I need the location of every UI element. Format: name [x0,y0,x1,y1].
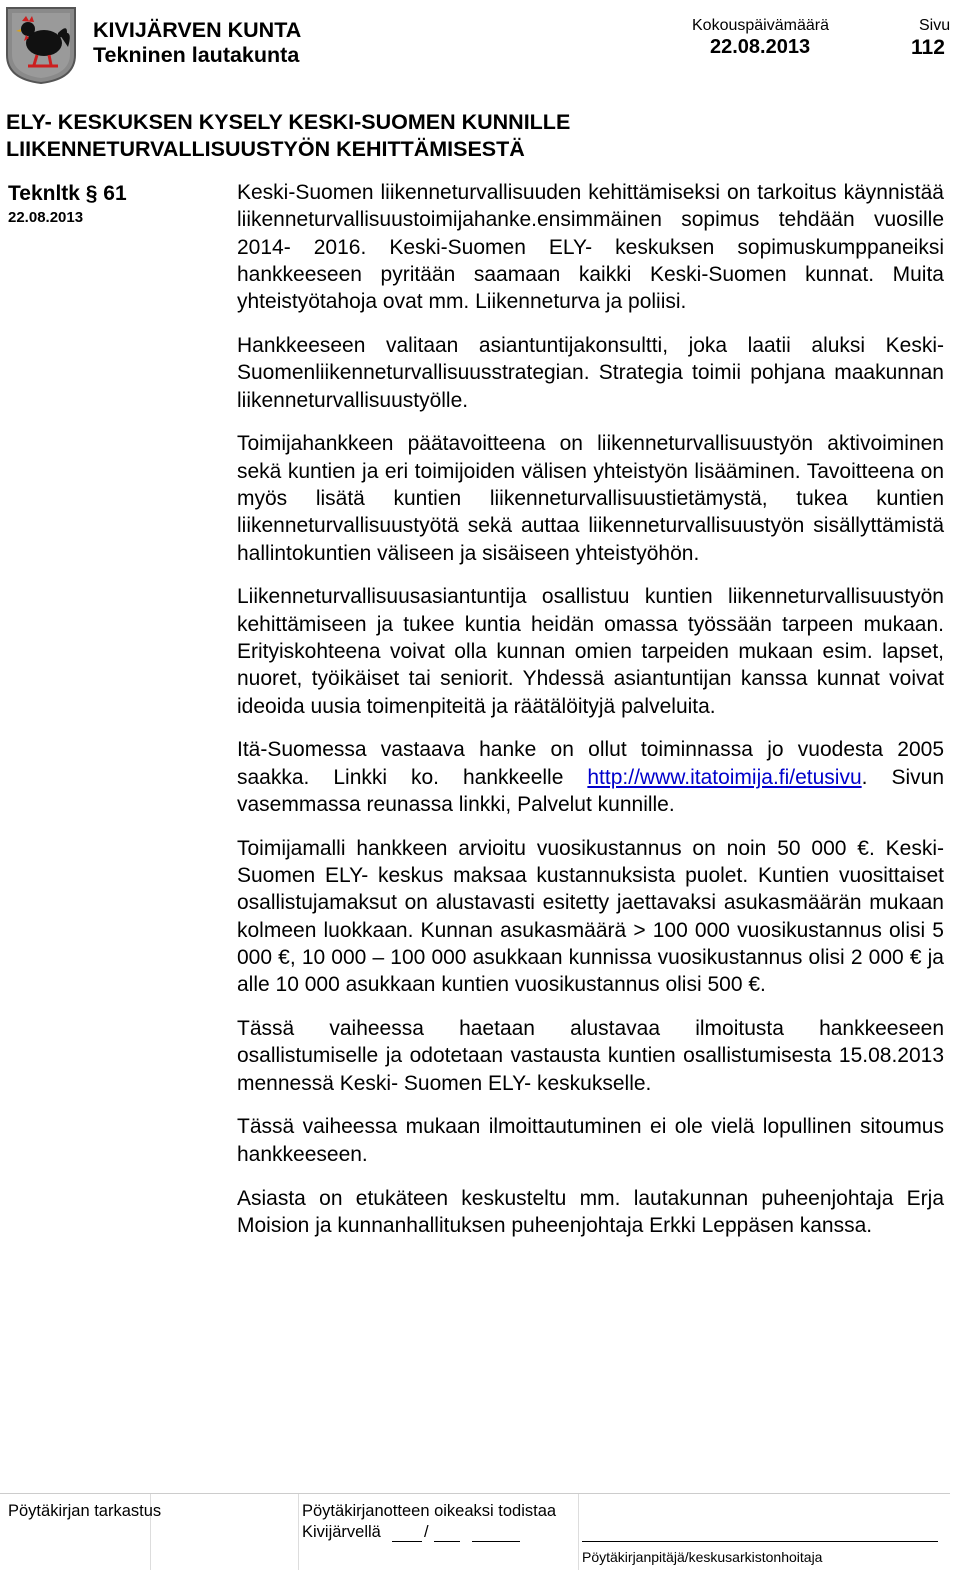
year-blank [472,1541,520,1542]
date-separator: / [424,1523,429,1541]
paragraph-5-text-after: . Sivun vasemmassa reunassa linkki, Palvelut kunnille. [237,765,944,816]
minutes-check-label: Pöytäkirjan tarkastus [8,1502,162,1520]
paragraph-date: 22.08.2013 [8,209,84,226]
paragraph-reference: Tekn​ltk § 61 [8,182,127,205]
minutes-keeper-title: Pöytäkirjanpitäjä/keskusarkistonhoitaja [582,1549,823,1565]
paragraph-1: Keski-Suomen liikenneturvallisuuden kehittämiseksi on tarkoitus käynnistää liikenneturvallisuustoimijahanke.ensimmäinen sopimus tehdään vuosille 2014- 2016. Keski-Suomen ELY- keskuksen sopimuskumppaneiksi hankkeeseen pyritään saamaan kaikki Keski-Suomen kunnat. Muita yhteistyötahoja ovat mm. Liikenneturva ja poliisi. [237,181,944,314]
day-blank [392,1541,422,1542]
paragraph-7: Tässä vaiheessa haetaan alustavaa ilmoitusta hankkeeseen osallistumiselle ja odotetaan vastausta kuntien osallistumisesta 15.08.2013 mennessä Keski- Suomen ELY- keskukselle. [237,1017,944,1095]
organization-header [93,18,301,68]
certification-label: Pöytäkirjanotteen oikeaksi todistaa [302,1502,557,1520]
board-name: Tekninen lautakunta [93,43,300,67]
section-title-line-1: ELY- KESKUKSEN KYSELY KESKI-SUOMEN KUNNILLE [6,110,571,134]
paragraph-5-text-before: Itä-Suomessa vastaava hanke on ollut toiminnassa jo vuodesta 2005 saakka. Linkki ko. hankkeelle [237,738,944,789]
meeting-date-value: 22.08.2013 [710,36,811,58]
month-blank [434,1541,460,1542]
footer-divider [578,1494,579,1570]
paragraph-9: Asiasta on etukäteen keskusteltu mm. lautakunnan puheenjohtaja Erja Moision ja kunnanhallituksen puheenjohtaja Erkki Leppäsen kanssa. [237,1186,944,1237]
page-label: Sivu [919,17,951,34]
paragraph-5 [237,736,944,818]
project-link[interactable]: http://www.itatoimija.fi/etusivu [587,765,862,789]
footer-divider [298,1494,299,1570]
paragraph-2: Hankkeeseen valitaan asiantuntijakonsultti, joka laatii aluksi Keski-Suomenliikenneturvallisuusstrategian. Strategia toimii pohjana maakunnan liikenneturvallisuustyölle. [237,333,944,412]
paragraph-3: Toimijahankkeen päätavoitteena on liikenneturvallisuustyön aktivoiminen sekä kuntien ja eri toimijoiden välisen yhteistyön lisääminen. Tavoitteena on myös lisätä kuntien liikenneturvallisuustietämystä, tukea kuntien liikenneturvallisuustyötä sekä auttaa liikenneturvallisuustyön sisällyttämistä hallintokuntien väliseen ja sisäiseen yhteistyöhön. [237,432,944,565]
meeting-date-label: Kokouspäivämäärä [692,17,829,34]
municipality-name: KIVIJÄRVEN KUNTA [93,18,302,42]
paragraph-6: Toimijamalli hankkeen arvioitu vuosikustannus on noin 50 000 €. Keski-Suomen ELY- keskus maksaa kustannuksista puolet. Kuntien vuosittaiset osallistujamaksut on alustavasti esitetty jaettavaksi asukasmäärän mukaan kolmeen luokkaan. Kunnan asukasmäärä > 100 000 vuosikustannus olisi 5 000 €, 10 000 – 100 000 asukkaan kunnissa vuosikustannus olisi 2 000 € ja alle 10 000 asukkaan kuntien vuosikustannus olisi 500 €. [237,836,944,997]
signature-place: Kivijärvellä [302,1523,381,1541]
paragraph-4: Liikenneturvallisuusasiantuntija osallistuu kuntien liikenneturvallisuustyön kehittämiseen ja tukee kuntia heidän omassa työssään tarpeen mukaan. Erityiskohteena voivat olla kunnan omien tarpeiden mukaan esim. lapset, nuoret, työikäiset tai seniorit. Yhdessä asiantuntijan kanssa kunnat voivat ideoida uusia toimenpiteitä ja räätälöityjä palveluita. [237,585,944,718]
signature-line [582,1541,938,1542]
page-footer [0,1493,950,1570]
section-title [6,109,570,163]
paragraph-8: Tässä vaiheessa mukaan ilmoittautuminen ei ole vielä lopullinen sitoumus hankkeeseen. [237,1115,944,1166]
section-title-line-2: LIIKENNETURVALLISUUSTYÖN KEHITTÄMISESTÄ [6,137,525,161]
municipality-crest-logo [4,5,78,85]
page-number: 112 [911,36,945,59]
minutes-body [237,179,944,1256]
